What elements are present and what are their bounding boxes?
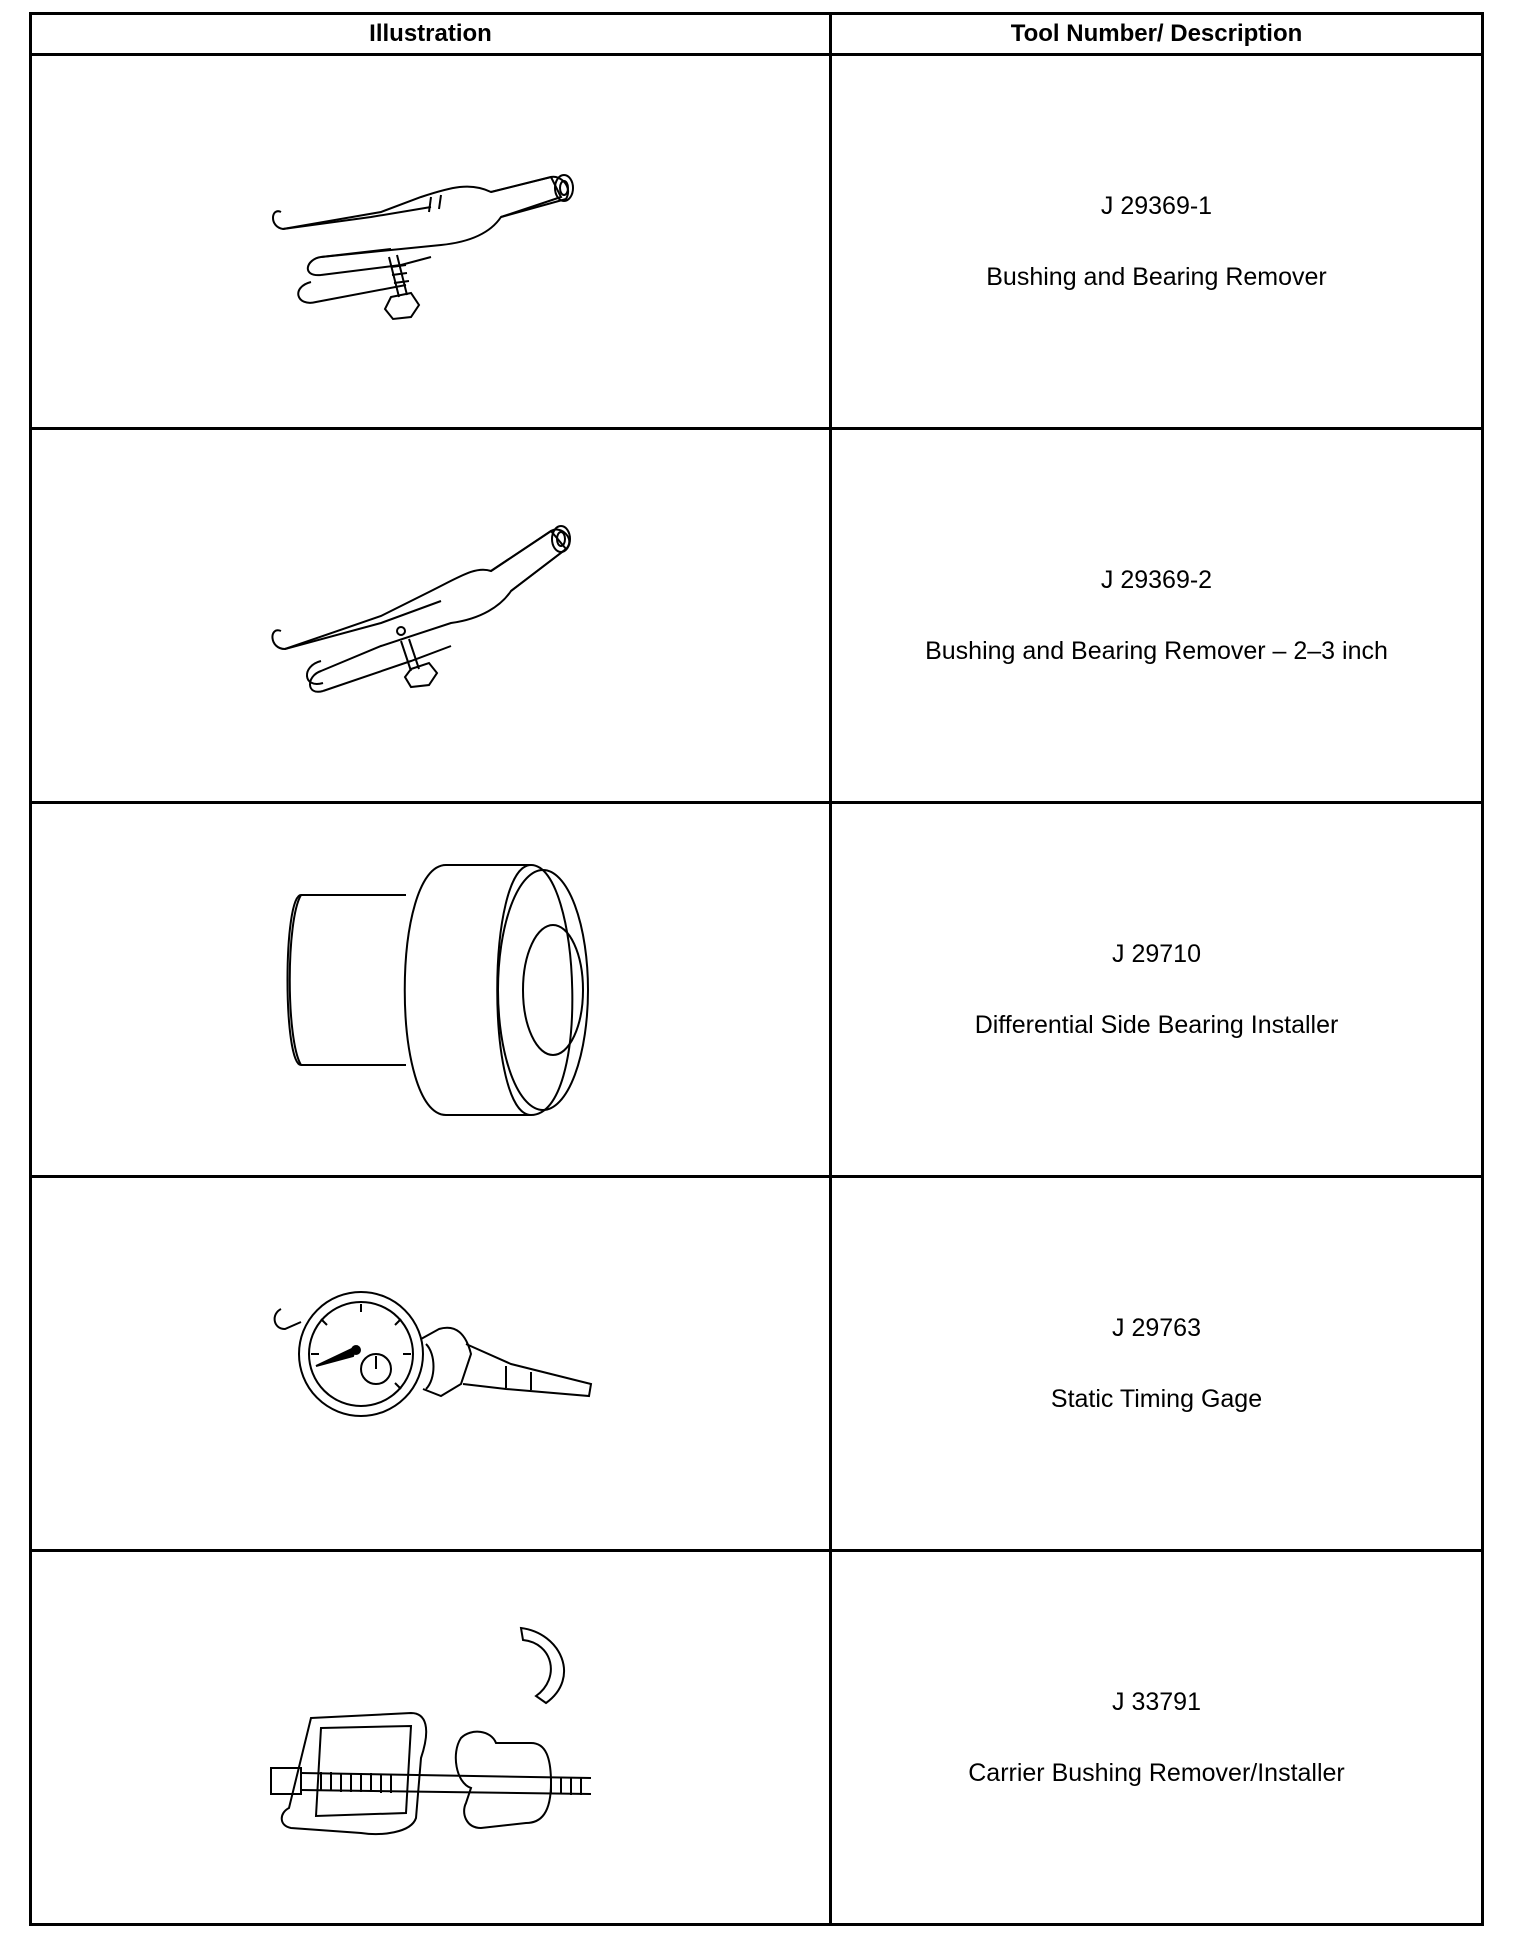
illustration-cell <box>31 429 831 803</box>
table-row <box>31 55 1483 429</box>
special-tools-table <box>29 12 1484 1926</box>
header-row <box>31 14 1483 55</box>
table-row <box>31 1177 1483 1551</box>
tool-number: J 29369-2 <box>1100 565 1213 594</box>
tool-number: J 29710 <box>1112 939 1201 968</box>
description-cell <box>831 1551 1483 1925</box>
header-illustration: Illustration <box>31 14 831 55</box>
static-timing-gage-icon <box>261 1284 601 1444</box>
table-row <box>31 803 1483 1177</box>
tool-description: Static Timing Gage <box>1050 1384 1263 1413</box>
description-cell <box>831 803 1483 1177</box>
tool-description: Bushing and Bearing Remover <box>986 262 1327 291</box>
table-row <box>31 1551 1483 1925</box>
header-description: Tool Number/ Description <box>831 14 1483 55</box>
description-cell <box>831 1177 1483 1551</box>
illustration-cell <box>31 803 831 1177</box>
illustration-cell <box>31 55 831 429</box>
tool-description: Differential Side Bearing Installer <box>974 1010 1339 1039</box>
tool-number: J 29763 <box>1112 1313 1201 1342</box>
side-bearing-installer-icon <box>261 860 601 1120</box>
tool-description: Bushing and Bearing Remover – 2–3 inch <box>925 636 1388 665</box>
bushing-bearing-remover-icon <box>261 157 601 327</box>
illustration-cell <box>31 1551 831 1925</box>
table-row <box>31 429 1483 803</box>
tool-number: J 33791 <box>1112 1687 1201 1716</box>
tool-number: J 29369-1 <box>1100 191 1213 220</box>
tool-description: Carrier Bushing Remover/Installer <box>968 1758 1345 1787</box>
illustration-cell <box>31 1177 831 1551</box>
description-cell <box>831 429 1483 803</box>
carrier-bushing-remover-installer-icon <box>261 1618 601 1858</box>
description-cell <box>831 55 1483 429</box>
bushing-bearing-remover-2-3-inch-icon <box>261 511 601 721</box>
